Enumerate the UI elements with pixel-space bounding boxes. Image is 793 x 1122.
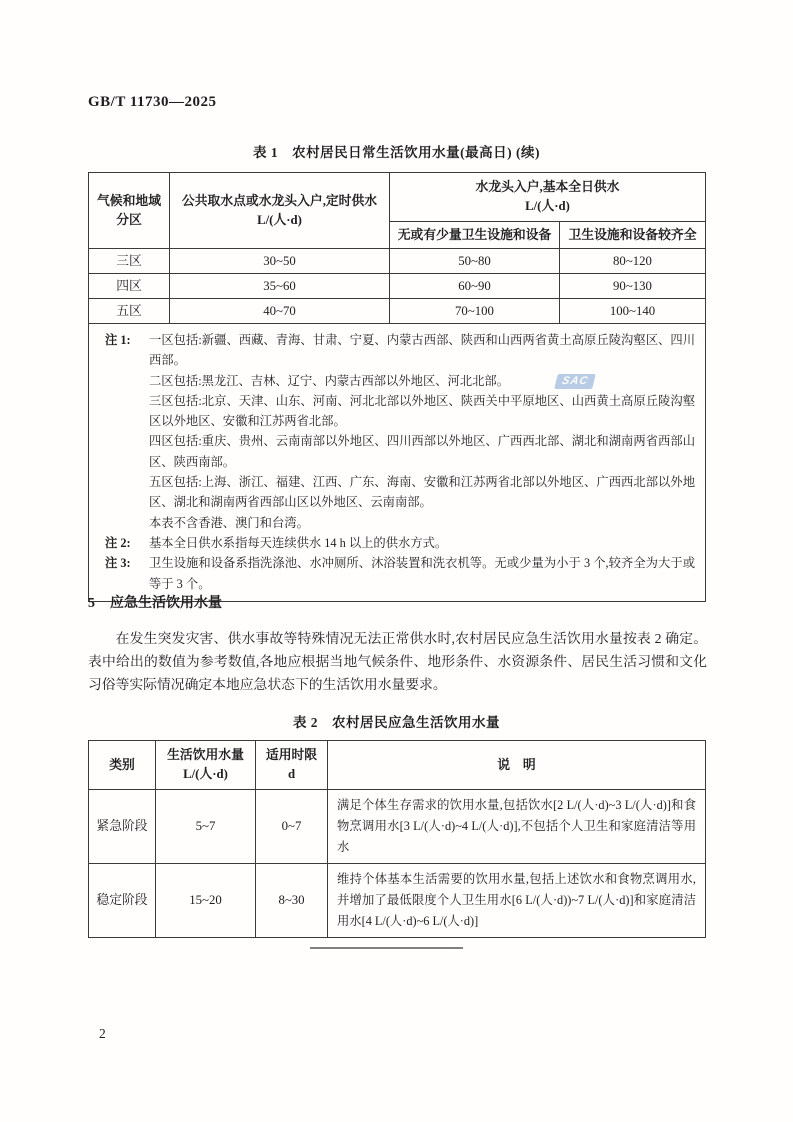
zone3-region: 三区 [89,249,170,274]
header-duration-line2: d [287,767,296,781]
table1-daily-water-quantity [88,172,706,602]
emergency-category: 紧急阶段 [89,790,156,864]
note-1 [105,330,695,533]
zone4-full-sanitation: 90~130 [560,274,706,299]
table2-header-duration [256,741,328,790]
emergency-description: 满足个体生存需求的饮用水量,包括饮水[2 L/(人·d)~3 L/(人·d)]和食物烹调用水[3 L/(人·d)~4 L/(人·d)],不包括个人卫生和家庭清洁等用水 [328,790,706,864]
table1-caption: 表 1 农村居民日常生活饮用水量(最高日) (续) [253,145,540,160]
table1-notes [89,324,706,602]
zone4-no-sanitation: 60~90 [390,274,560,299]
zone5-full-sanitation: 100~140 [560,299,706,324]
table1-header-row [89,173,706,222]
stable-category: 稳定阶段 [89,864,156,938]
note-3 [105,553,695,594]
note-1-body [149,330,695,533]
emergency-duration: 0~7 [256,790,328,864]
header-amount-line1: 生活饮用水量 [167,748,244,762]
note-1-zone2: 二区包括:黑龙江、吉林、辽宁、内蒙古西部以外地区、河北北部。 [149,373,510,388]
zone5-timed: 40~70 [170,299,390,324]
zone3-timed: 30~50 [170,249,390,274]
note-3-text: 卫生设施和设备系指洗涤池、水冲厕所、沐浴装置和洗衣机等。无或少量为小于 3 个,较齐全为大于或等于 3 个。 [149,556,695,591]
zone4-timed: 35~60 [170,274,390,299]
table1-row-zone5 [89,299,706,324]
table1-header-timed-supply [170,173,390,249]
page-number: 2 [99,1026,106,1041]
note-1-zone4: 四区包括:重庆、贵州、云南南部以外地区、四川西部以外地区、广西西北部、湖北和湖南两省西部山区、陕西南部。 [149,434,695,469]
section-5-heading [88,592,222,612]
stable-duration: 8~30 [256,864,328,938]
table2-emergency-water-quantity [88,740,706,938]
note-1-label: 注 1: [105,333,131,347]
section-title: 应急生活饮用水量 [110,596,222,611]
section-5-paragraph: 在发生突发灾害、供水事故等特殊情况无法正常供水时,农村居民应急生活饮用水量按表 2 确定。表中给出的数值为参考数值,各地应根据当地气候条件、地形条件、水资源条件、居民生活习惯和文化习俗等实际情况确定本地应急状态下的生活饮用水量要求。 [88,631,707,693]
table1-row-zone3 [89,249,706,274]
table2-header-row [89,741,706,790]
stable-description: 维持个体基本生活需要的饮用水量,包括上述饮水和食物烹调用水,并增加了最低限度个人卫生用水[6 L/(人·d))~7 L/(人·d)]和家庭清洁用水[4 L/(人·d)~6 L/(人·d)] [328,864,706,938]
note-2-body [149,533,695,553]
note-2 [105,533,695,553]
table1-header-no-sanitation: 无或有少量卫生设施和设备 [390,222,560,249]
note-1-exclusion: 本表不含香港、澳门和台湾。 [149,515,309,530]
header-fullday-line1: 水龙头入户,基本全日供水 [475,180,620,194]
zone5-no-sanitation: 70~100 [390,299,560,324]
section-number: 5 [88,596,95,611]
note-3-label: 注 3: [105,556,131,571]
table1-row-zone4 [89,274,706,299]
table2-header-amount [156,741,256,790]
header-region-line2: 分区 [116,212,142,227]
table1-header-fullday-supply [390,173,706,222]
note-1-zone5: 五区包括:上海、浙江、福建、江西、广东、海南、安徽和江苏两省北部以外地区、广西西北部以外地区、湖北和湖南两省西部山区以外地区、云南南部。 [149,475,695,510]
table2-header-description: 说 明 [328,741,706,790]
header-region-line1: 气候和地域 [97,193,161,208]
note-1-zone1: 一区包括:新疆、西藏、青海、甘肃、宁夏、内蒙古西部、陕西和山西两省黄土高原丘陵沟壑区、四川西部。 [149,333,695,368]
header-timed-line1: 公共取水点或水龙头入户,定时供水 [181,193,378,208]
zone3-no-sanitation: 50~80 [390,249,560,274]
zone5-region: 五区 [89,299,170,324]
header-timed-line2: L/(人·d) [257,212,302,227]
table1-header-full-sanitation: 卫生设施和设备较齐全 [560,222,706,249]
note-2-label: 注 2: [105,535,131,550]
note-2-text: 基本全日供水系指每天连续供水 14 h 以上的供水方式。 [149,535,448,550]
table1-header-region [89,173,170,249]
stable-amount: 15~20 [156,864,256,938]
table2-header-category: 类别 [89,741,156,790]
table2-row-stable [89,864,706,938]
zone3-full-sanitation: 80~120 [560,249,706,274]
header-amount-line2: L/(人·d) [183,767,228,781]
table2-row-emergency [89,790,706,864]
end-of-text-divider [310,947,463,949]
header-fullday-line2: L/(人·d) [525,199,570,213]
zone4-region: 四区 [89,274,170,299]
note-1-zone3: 三区包括:北京、天津、山东、河南、河北北部以外地区、陕西关中平原地区、山西黄土高原丘陵沟壑区以外地区、安徽和江苏两省北部。 [149,393,695,429]
sac-watermark: SAC [554,374,596,389]
standard-number: GB/T 11730—2025 [88,94,217,110]
table2-caption: 表 2 农村居民应急生活饮用水量 [292,715,501,730]
header-duration-line1: 适用时限 [265,748,318,762]
table1-notes-row [89,324,706,602]
note-3-body [149,553,695,594]
emergency-amount: 5~7 [156,790,256,864]
